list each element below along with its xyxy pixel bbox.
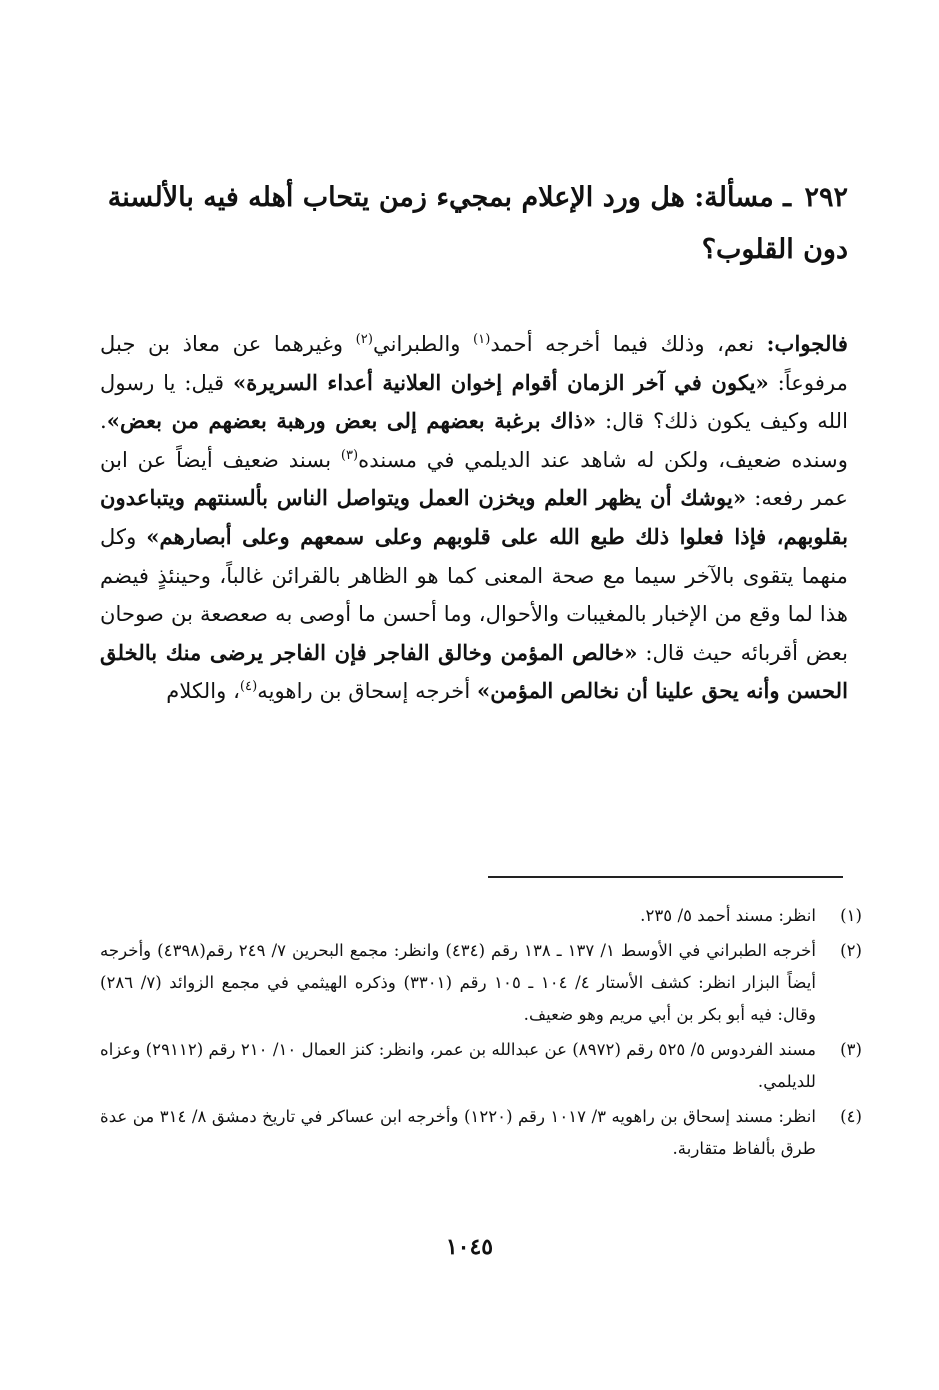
question-label: مسألة:	[694, 182, 774, 213]
footnote	[100, 900, 862, 932]
page-number: ١٠٤٥	[445, 1234, 494, 1260]
footnote-divider	[488, 876, 843, 878]
hadith-quote: «يوشك أن يظهر العلم ويخزن العمل ويتواصل الناس بألسنتهم ويتباعدون بقلوبهم، فإذا فعلوا ذلك طبع الله على قلوبهم وعلى سمعهم وعلى أبصارهم»	[100, 485, 848, 549]
footnote-text: مسند الفردوس ٥/ ٥٢٥ رقم (٨٩٧٢) عن عبدالله بن عمر، وانظر: كنز العمال ١٠/ ٢١٠ رقم (٢٩١١٢) وعزاه للديلمي.	[100, 1040, 817, 1091]
footnote-text: انظر: مسند إسحاق بن راهويه ٣/ ١٠١٧ رقم (١٢٢٠) وأخرجه ابن عساكر في تاريخ دمشق ٨/ ٣١٤ من عدة طرق بألفاظ متقاربة.	[100, 1107, 817, 1158]
footnote-ref: (١)	[473, 331, 491, 347]
question-heading	[100, 172, 848, 276]
answer-text: . وسنده ضعيف، ولكن له شاهد عند الديلمي في مسنده	[100, 408, 848, 472]
answer-text: أخرجه إسحاق بن راهويه	[257, 678, 478, 704]
answer-text: ، والكلام	[166, 678, 240, 704]
answer-text: قيل: يا رسول الله وكيف يكون ذلك؟ قال:	[100, 369, 849, 434]
footnote	[100, 935, 862, 1031]
footnote-text: انظر: مسند أحمد ٥/ ٢٣٥.	[640, 906, 816, 925]
question-text: هل ورد الإعلام بمجيء زمن يتحاب أهله فيه بالألسنة دون القلوب؟	[107, 182, 848, 265]
footnote-marker: (٣)	[840, 1040, 862, 1059]
footnote-ref: (٢)	[355, 331, 373, 347]
answer-paragraph	[100, 325, 848, 711]
hadith-quote: «ذاك برغبة بعضهم إلى بعض ورهبة بعضهم من بعض»	[106, 408, 597, 434]
hadith-quote: «يكون في آخر الزمان أقوام إخوان العلانية أعداء السريرة»	[232, 369, 769, 395]
answer-text: نعم، وذلك فيما أخرجه أحمد	[490, 331, 767, 356]
answer-text: وغيرهما عن معاذ بن جبل مرفوعاً:	[100, 331, 848, 395]
footnote-ref: (٤)	[239, 679, 258, 695]
footnotes-section	[100, 900, 862, 1168]
question-number: ٢٩٢	[804, 182, 848, 213]
answer-text: والطبراني	[372, 331, 473, 356]
footnote-text: أخرجه الطبراني في الأوسط ١/ ١٣٧ ـ ١٣٨ رقم (٤٣٤) وانظر: مجمع البحرين ٧/ ٢٤٩ رقم(٤٣٩٨) وأخرجه أيضاً البزار انظر: كشف الأستار ٤/ ١٠٤ ـ ١٠٥ رقم (٣٣٠١) وذكره الهيثمي في مجمع الزوائد (٧/ ٢٨٦) وقال: فيه أبو بكر بن أبي مريم وهو ضعيف.	[100, 941, 816, 1024]
answer-label: فالجواب:	[766, 331, 848, 356]
footnote	[100, 1101, 862, 1165]
footnote-marker: (٤)	[840, 1107, 862, 1126]
footnote	[100, 1034, 862, 1098]
footnote-marker: (٢)	[840, 941, 862, 960]
footnote-ref: (٣)	[340, 447, 359, 463]
footnote-marker: (١)	[840, 906, 862, 925]
answer-text: وكل منهما يتقوى بالآخر سيما مع صحة المعنى كما هو الظاهر بالقرائن غالباً، وحينئذٍ فيضم هذا لما وقع من الإخبار بالمغيبات والأحوال، وما أحسن ما أوصى به صعصعة بن صوحان بعض أقربائه حيث قال:	[100, 523, 848, 665]
question-dash: ـ	[783, 182, 792, 213]
answer-text: بسند ضعيف أيضاً عن ابن عمر رفعه:	[100, 446, 848, 511]
hadith-quote: «خالص المؤمن وخالق الفاجر فإن الفاجر يرضى منك بالخلق الحسن وأنه يحق علينا أن نخالص المؤمن»	[100, 639, 848, 704]
